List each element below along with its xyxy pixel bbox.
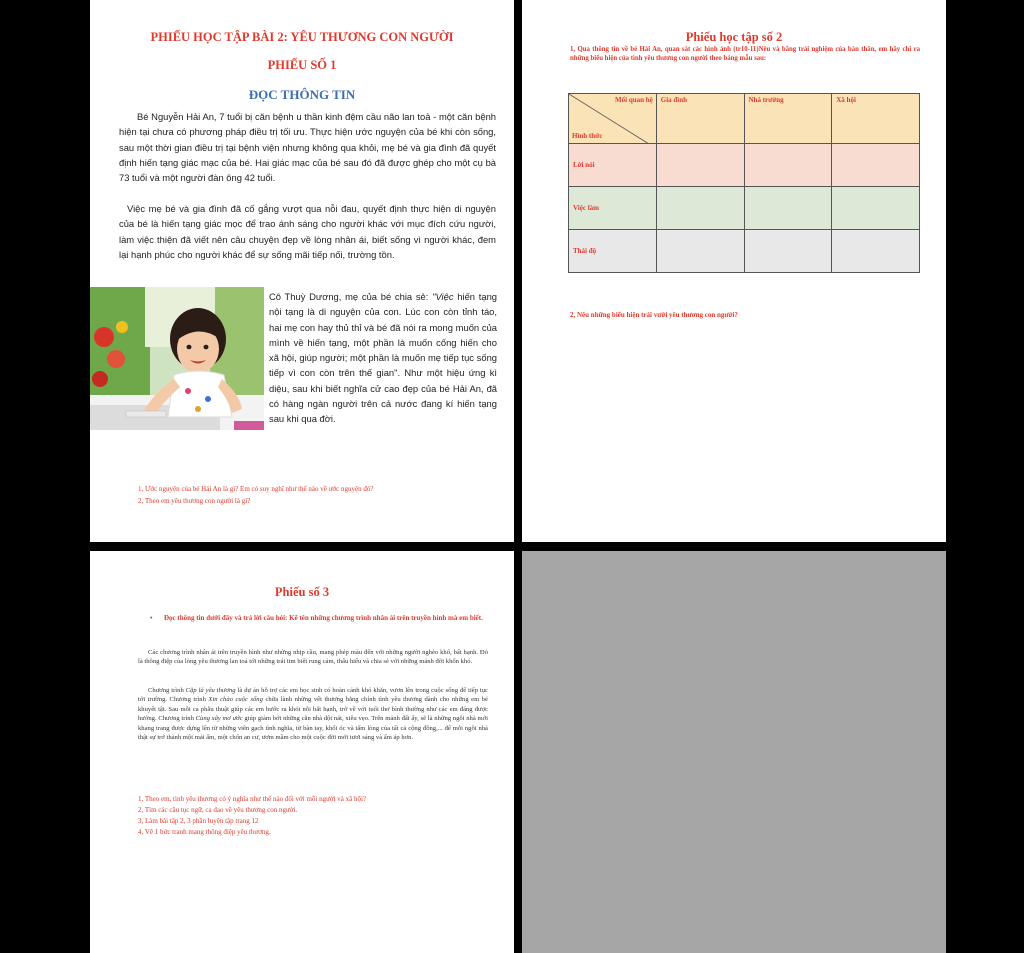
row-header: Lời nói [569, 144, 657, 187]
task-instruction: Đọc thông tin dưới đây và trả lời câu hỏi: Kể tên những chương trình nhân ái trên truyền hình mà em biết. [164, 614, 483, 622]
page-subtitle: PHIẾU SỐ 1 [267, 58, 337, 72]
section-heading: ĐỌC THÔNG TIN [248, 87, 356, 102]
question-2: 2, Tìm các câu tục ngữ, ca dao về yêu thương con người. [138, 806, 298, 814]
child-photo-illustration [90, 287, 264, 430]
paragraph-3-quote-start: "Việc [432, 291, 454, 302]
program-name: Cặp lá yêu thương [185, 687, 236, 694]
column-header: Gia đình [656, 94, 744, 144]
exercise-1-prompt: 1, Qua thông tin về bé Hải An, quan sát các hình ảnh (tr10-11)Nêu và bằng trải nghiệm của bản thân, em hãy chỉ ra những biểu hiện của tình yêu thương con người theo bảng mẫu sau: [570, 46, 920, 63]
paragraph-2: Việc mẹ bé và gia đình đã cố gắng vượt qua nỗi đau, quyết định thực hiện di nguyện của bé là hiến tạng giác mọc để trao ánh sáng cho người khác với mục đích cứu người, làm việc thiện đã viết nên câu chuyện đẹp về lòng nhân ái, biết sống vì người khác, đem lại hạnh phúc cho người khác để sự sống mãi tiếp nối, trường tồn. [119, 203, 496, 260]
program-name: Cùng xây mơ ước [195, 715, 243, 723]
table-row [569, 144, 920, 187]
corner-top-label: Mối quan hệ [615, 96, 653, 104]
table-corner-cell [569, 94, 657, 144]
paragraph-2 [138, 686, 488, 742]
paragraph-3 [269, 289, 497, 427]
paragraph-3-rest: hiến tạng nội tạng là di nguyện của con. Lúc con còn tỉnh táo, hai mẹ con hay thủ thỉ và bé đã nói ra mong muốn của mình về hiến tạng, một phần là muốn cống hiến cho xã hội, giúp người; một phần là muốn mẹ tiếp tục sống tiếp vì con còn trên thế gian". Như một hiệu ứng kì diệu, sau khi biết nghĩa cử cao đẹp của bé Hải An, đã có hàng ngàn người trên cả nước đang kí hiến tạng sau khi qua đời. [269, 291, 497, 425]
question-1: 1, Theo em, tình yêu thương có ý nghĩa như thế nào đối với mỗi người và xã hội? [138, 795, 367, 803]
empty-page-area [522, 551, 946, 953]
table-cell [656, 144, 744, 187]
table-row [569, 230, 920, 273]
table-cell [744, 144, 832, 187]
table-cell [744, 230, 832, 273]
paragraph-2-part: chữa lành những vết thương bằng chính tình yêu thương dành cho những em bé khuyết tật. Sau mỗi ca phẫu thuật giúp các em bước ra khỏi nỗi bất hạnh, trở về với tuổi thơ bình thường như các em đáng được hưởng. Chương trình [138, 696, 488, 723]
table-cell [832, 230, 920, 273]
page-title: Phiếu số 3 [274, 585, 330, 599]
table-cell [832, 144, 920, 187]
table-cell [744, 187, 832, 230]
table-cell [656, 187, 744, 230]
row-header: Việc làm [569, 187, 657, 230]
paragraph-2-part: là dự án hỗ trợ các em học sinh có hoàn cảnh khó khăn, vươn lên trong cuộc sống để tiếp tục tới trường. Chương trình [138, 687, 488, 704]
table-header-row [569, 94, 920, 144]
row-header: Thái độ [569, 230, 657, 273]
program-name: Xin chào cuộc sống [208, 696, 263, 704]
paragraph-2-part: giúp giảm bớt những căn nhà dột nát, xiêu vẹo. Trên mảnh đất ấy, sẽ là những ngôi nhà mới khang trang được dựng lên từ những viên gạch tình nghĩa, từ bàn tay, khối óc và tấm lòng của tất cả cộng đồng,... để mỗi ngôi nhà thật sự trở thành một mái ấm, một chốn an cư, ươm mầm cho một cuộc đời mới tươi sáng và ấm áp hơn. [138, 715, 488, 742]
paragraph-2-part: Chương trình [148, 687, 186, 694]
paragraph-3-intro: Cô Thuỳ Dương, mẹ của bé chia sẻ: [269, 291, 433, 302]
page-title: PHIẾU HỌC TẬP BÀI 2: YÊU THƯƠNG CON NGƯỜI [150, 30, 454, 44]
page-title: Phiếu học tập số 2 [685, 30, 783, 44]
question-1: 1, Ước nguyện của bé Hải An là gì? Em có suy nghĩ như thế nào về ước nguyện đó? [138, 485, 374, 493]
page-3 [90, 551, 514, 953]
question-3: 3, Làm bài tập 2, 3 phần luyện tập trang 12 [138, 817, 259, 825]
table-cell [832, 187, 920, 230]
column-header: Xã hội [832, 94, 920, 144]
table-row [569, 187, 920, 230]
paragraph-1: Bé Nguyễn Hải An, 7 tuổi bị căn bệnh u thần kinh đệm cầu não lan toả - một căn bệnh hiện tại chưa có phương pháp điều trị tối ưu. Thực hiện ước nguyện của bé khi còn sống, sau một thời gian điều trị tại bệnh viện nhưng không qua khỏi, mẹ bé và gia đình đã quyết định hiến tạng giác mạc của bé. Hai giác mạc của bé sau đó đã được ghép cho một cụ bà 73 tuổi và một người đàn ông 42 tuổi. [119, 111, 496, 184]
table-cell [656, 230, 744, 273]
page-1 [90, 0, 514, 542]
corner-bottom-label: Hình thức [572, 132, 603, 140]
child-photo [90, 287, 264, 430]
question-2: 2, Theo em yêu thương con người là gì? [138, 497, 251, 505]
bullet-dot: • [150, 614, 153, 622]
exercise-2-prompt: 2, Nêu những biểu hiện trái vười yêu thương con người? [570, 311, 738, 319]
page-2 [522, 0, 946, 542]
question-4: 4, Vẽ 1 bức tranh mang thông điệp yêu thương. [138, 828, 271, 836]
column-header: Nhà trường [744, 94, 832, 144]
expression-table [568, 93, 920, 273]
paragraph-1: Các chương trình nhân ái trên truyền hình như những nhịp cầu, mang phép màu đến với những người nghèo khổ, bất hạnh. Đó là thông điệp của lòng yêu thương lan toả tới những trái tim biết rung cảm, thấu hiểu và chia sẻ với những mảnh đời khốn khó. [138, 649, 488, 666]
